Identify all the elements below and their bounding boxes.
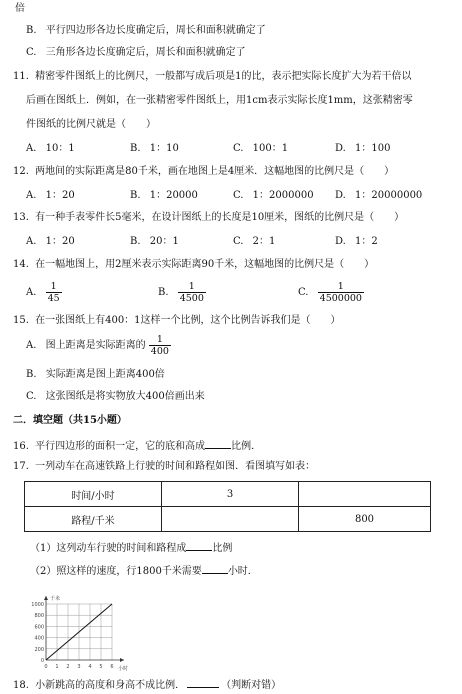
q12-stem [13,166,394,178]
option-letter: D. [335,236,346,247]
q14-option-b [158,280,206,306]
question-number: 13. [13,212,29,223]
x-axis-label: 小时 [118,666,129,672]
fraction-denominator: 45 [47,293,60,304]
fraction-numerator: 1 [318,281,364,293]
y-axis-arrow [44,596,48,600]
fraction-denominator: 400 [150,346,169,357]
option-text: 2：1 [252,236,276,247]
fraction-numerator: 1 [46,281,62,293]
section-heading: 二．填空题（共15小题） [13,415,127,426]
q11-option-b [130,143,179,155]
q17-sub1 [30,540,232,555]
q15-option-b [26,369,165,381]
question-number: 16. [13,441,29,452]
option-text: 1：20 [45,190,75,201]
question-text: 在一张图纸上有400：1这样一个比例，这个比例告诉我们是（ ） [35,315,341,326]
fraction [178,281,206,304]
q12-option-d [335,190,422,202]
table-row-header: 时间/小时 [25,482,162,507]
option-text: 1：20000 [149,190,198,201]
q10-option-b [26,25,266,37]
q15-stem [13,315,341,327]
option-letter: A. [26,143,37,154]
option-letter: B. [26,369,37,380]
option-text: 1：2000000 [252,190,314,201]
option-letter: C. [233,143,244,154]
q11-stem-line3: 件图纸的比例尺就是（ ） [26,119,156,130]
table-cell: 800 [299,507,431,532]
question-text: 小新跳高的高度和身高不成比例． [35,680,186,691]
q12-option-b [130,190,198,202]
q16-stem [13,438,261,453]
y-tick-label: 0 [40,658,44,664]
option-letter: C. [298,287,309,298]
x-tick-label: 1 [55,664,59,670]
fraction [149,334,171,357]
y-tick-label: 200 [34,646,44,653]
option-text: 1：20 [45,236,75,247]
fraction-denominator: 4500000 [319,293,362,304]
option-text: 这张图纸是将实物放大400倍画出来 [45,391,205,402]
question-text: 精密零件图纸上的比例尺，一般都写成后项是1的比，表示把实际长度扩大为若干倍以 [35,71,412,82]
option-text: 1：2 [355,236,378,247]
option-text: 三角形各边长度确定后，周长和面积就确定了 [45,47,246,58]
q13-option-b [130,236,179,248]
q11-option-d [335,143,390,155]
option-letter: D. [335,143,346,154]
option-text: 1：20000000 [355,190,423,201]
question-text: 在一幅地图上，用2厘米表示实际距离90千米，这幅地图的比例尺是（ ） [35,259,375,270]
fraction [318,281,364,304]
q15-option-c [26,391,205,403]
y-axis-label: 千米 [50,596,61,602]
option-letter: A. [26,190,37,201]
question-text: 平行四边形的面积一定，它的底和高成 [35,441,206,452]
q13-option-a [26,236,75,248]
q11-stem-line1 [13,71,411,83]
option-letter: B. [130,236,141,247]
q15-option-a [26,333,171,359]
option-text: 100：1 [252,143,289,154]
table-row [25,507,431,532]
sub-question-tail: 比例 [212,543,233,554]
q11-option-a [26,143,75,155]
data-table [24,481,431,532]
option-text: 图上距离是实际距离的 [45,340,146,351]
fraction-numerator: 1 [178,281,206,293]
question-number: 18. [13,680,29,691]
q12-option-c [233,190,314,202]
question-number: 14. [13,259,29,270]
x-tick-label: 2 [66,664,70,670]
answer-blank[interactable] [186,540,212,551]
option-letter: A. [26,236,37,247]
table-cell-blank[interactable] [162,507,299,532]
fraction-numerator: 1 [149,334,171,346]
option-letter: A. [26,340,37,351]
question-text: 一列动车在高速铁路上行驶的时间和路程如图．看图填写如表： [35,461,316,472]
option-text: 平行四边形各边长度确定后，周长和面积就确定了 [45,25,266,36]
option-letter: C. [233,236,244,247]
q13-option-c [233,236,275,248]
question-text: 两地间的实际距离是80千米，画在地图上是4厘米．这幅地图的比例尺是（ ） [35,166,395,177]
y-tick-label: 400 [34,635,44,642]
option-letter: D. [335,190,346,201]
x-tick-label: 0 [44,664,48,670]
option-letter: C. [26,391,37,402]
distance-time-chart [24,586,140,672]
answer-blank[interactable] [187,677,219,688]
q13-option-d [335,236,378,248]
question-number: 15. [13,315,29,326]
option-letter: C. [233,190,244,201]
q14-stem [13,259,374,271]
option-text: 实际距离是图上距离400倍 [45,369,165,380]
table-cell-blank[interactable] [299,482,431,507]
x-tick-label: 4 [88,664,92,670]
y-tick-label: 1000 [31,602,44,608]
sub-question-text: （2）照这样的速度，行1800千米需要 [30,566,202,577]
q14-option-c [298,280,364,306]
q10-option-c [26,47,246,59]
table-cell: 3 [162,482,299,507]
option-letter: B. [130,190,141,201]
q17-stem [13,461,315,473]
sub-question-tail: 小时． [227,566,258,577]
page-fragment-text: 倍 [15,3,25,14]
question-number: 11. [13,71,29,82]
x-tick-label: 6 [110,664,114,670]
question-number: 17. [13,461,29,472]
option-text: 1：100 [355,143,391,154]
table-row [25,482,431,507]
q14-option-a [26,280,62,306]
q18-stem [13,677,281,692]
q12-option-a [26,190,75,202]
option-letter: B. [130,143,141,154]
option-letter: B. [26,25,37,36]
question-number: 12. [13,166,29,177]
table-row-header: 路程/千米 [25,507,162,532]
answer-blank[interactable] [205,438,231,449]
x-tick-label: 3 [77,664,81,670]
question-text-tail: （判断对错） [221,680,282,691]
question-text-tail: 比例． [231,441,262,452]
x-tick-label: 5 [99,664,103,670]
option-letter: C. [26,47,37,58]
option-letter: A. [26,287,37,298]
answer-blank[interactable] [202,563,228,574]
option-text: 20：1 [149,236,179,247]
y-tick-label: 800 [34,613,44,620]
fraction [46,281,62,304]
sub-question-text: （1）这列动车行驶的时间和路程成 [30,543,187,554]
x-axis-arrow [120,658,124,662]
y-tick-label: 600 [34,624,44,631]
option-text: 10：1 [45,143,75,154]
option-text: 1：10 [149,143,179,154]
q17-sub2 [30,563,258,578]
question-text: 有一种手表零件长5毫米，在设计图纸上的长度是10厘米，图纸的比例尺是（ ） [35,212,405,223]
q13-stem [13,212,404,224]
q11-option-c [233,143,288,155]
option-letter: B. [158,287,169,298]
q11-stem-line2: 后画在图纸上．例如，在一张精密零件图纸上，用1cm表示实际长度1mm，这张精密零 [26,95,413,106]
fraction-denominator: 4500 [179,293,204,304]
